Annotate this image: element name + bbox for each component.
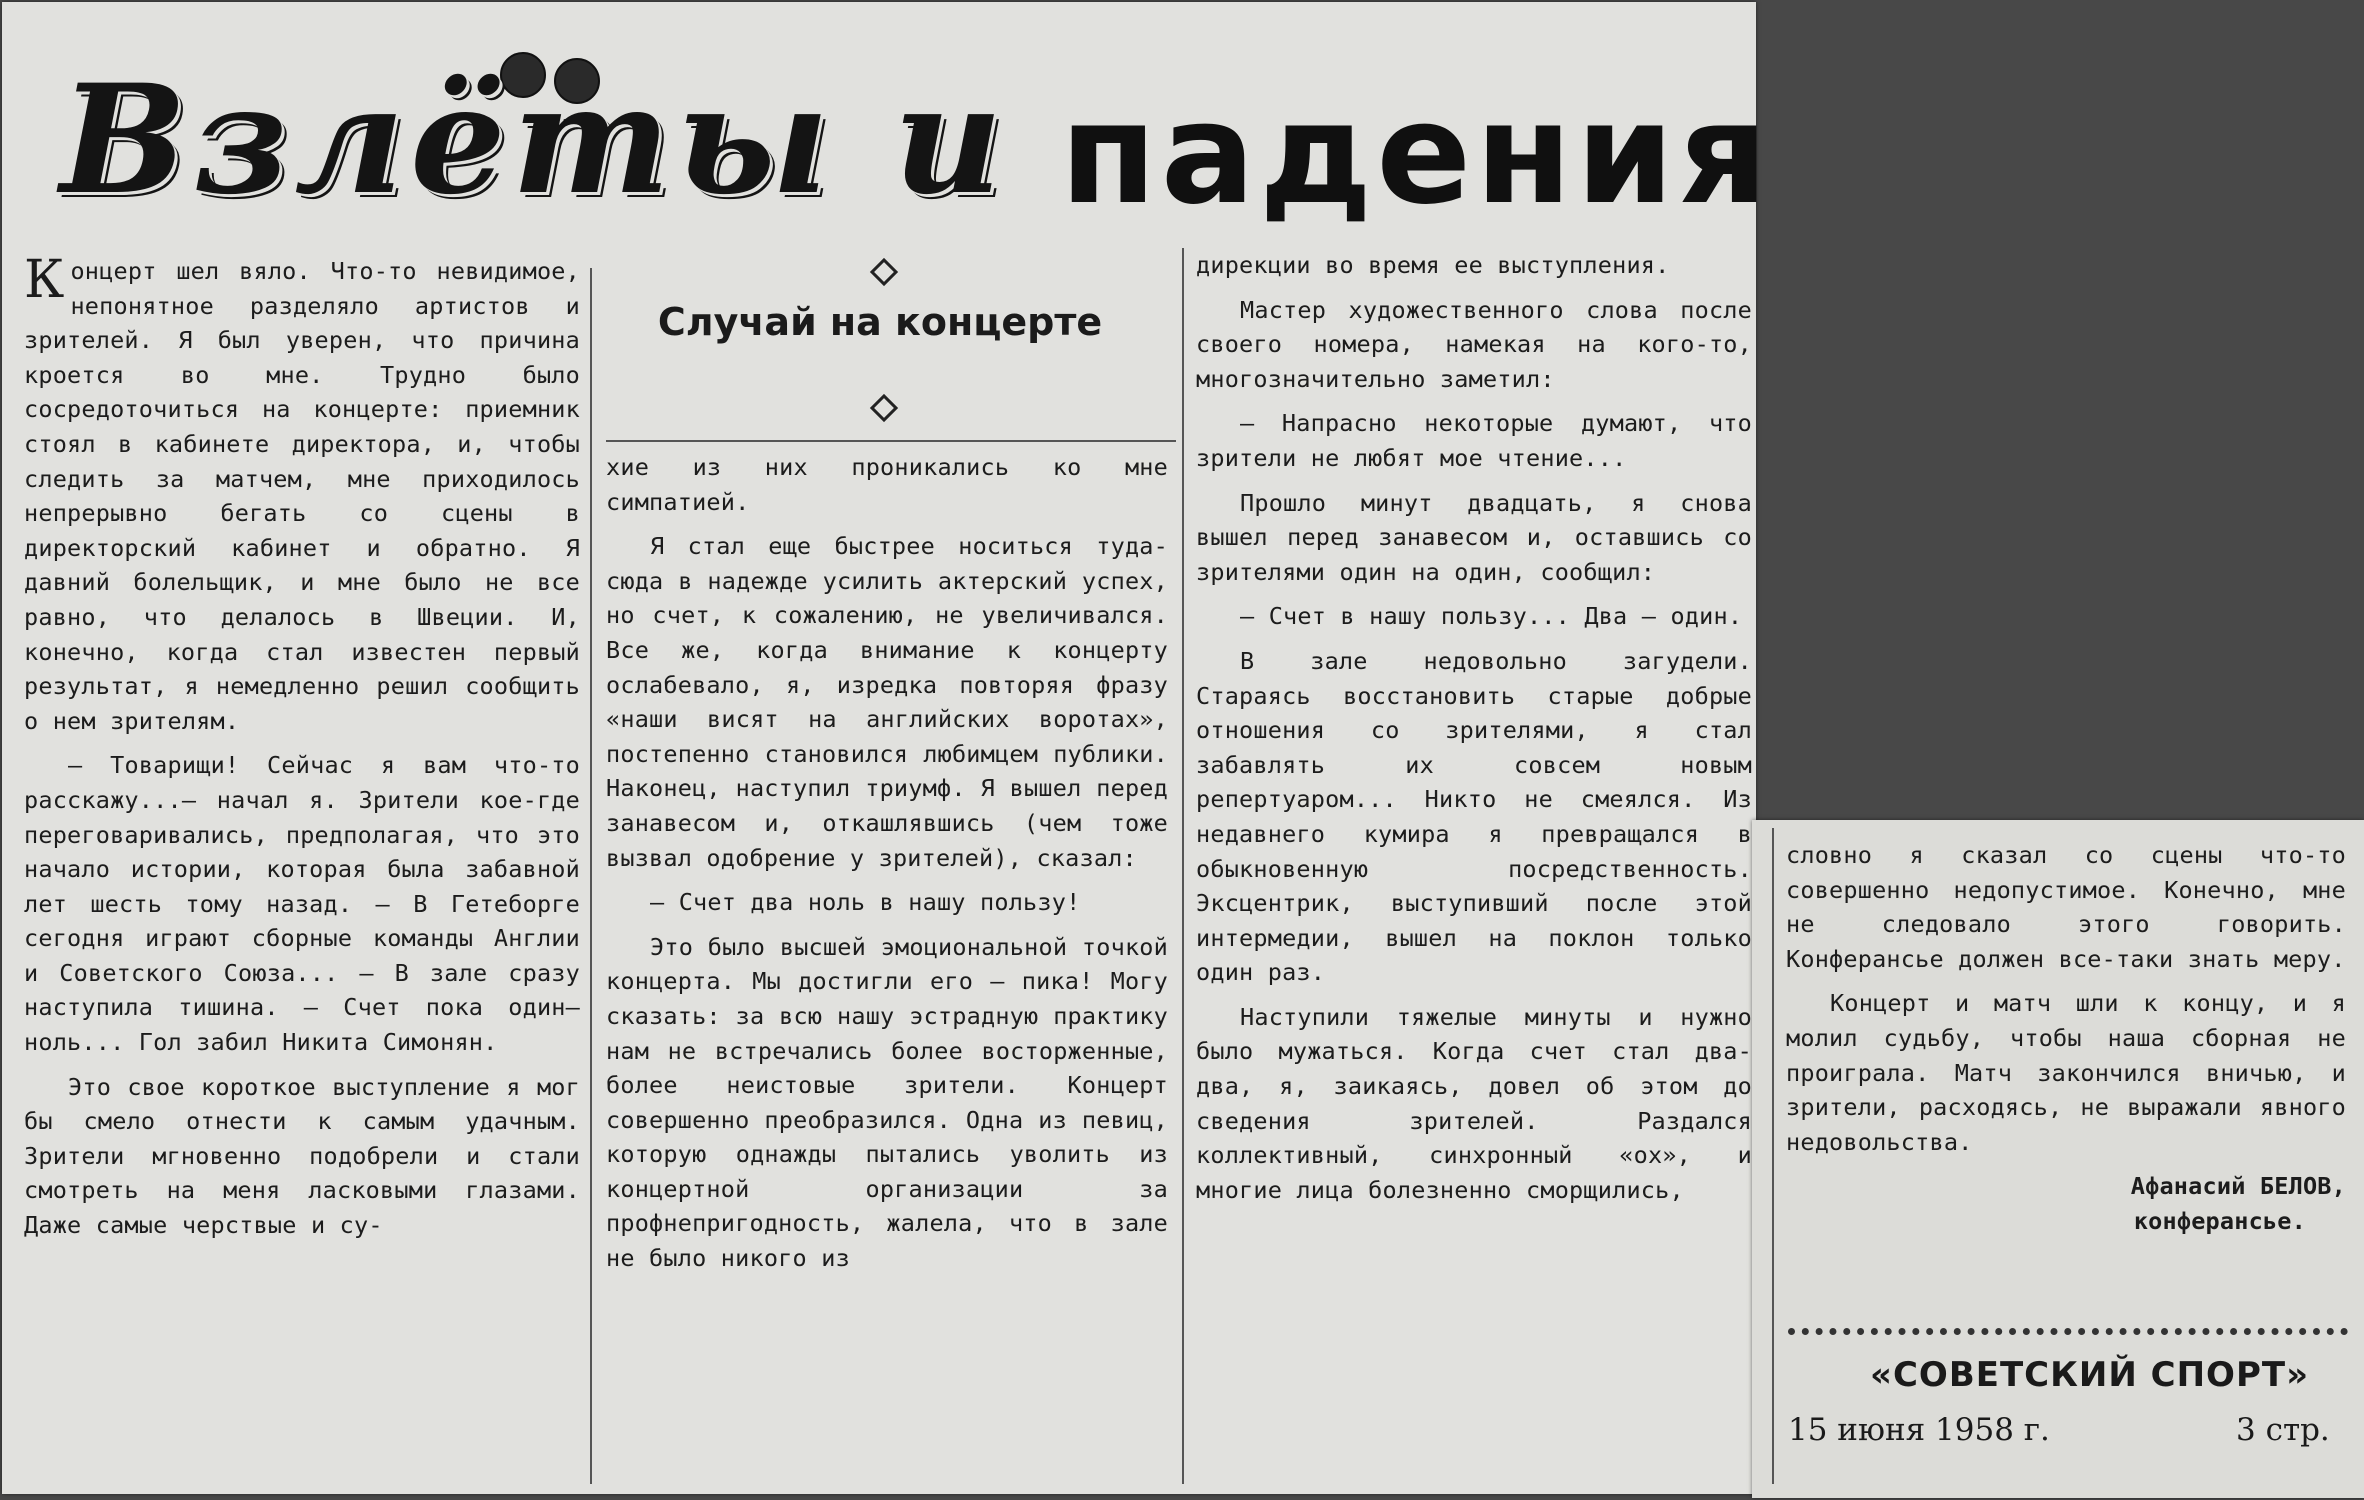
paragraph: хие из них проникались ко мне симпатией. [606, 453, 1168, 516]
signature [1786, 1169, 2346, 1238]
headline [60, 40, 1772, 250]
paragraph: Это свое короткое выступление я мог бы смело отнести к самым удачным. Зрители мгновенно подобрели и стали смотреть на меня ласковыми глазами. Даже самые черствые и су- [24, 1072, 580, 1240]
paragraph: — Товарищи! Сейчас я вам что-то расскажу...— начал я. Зрители кое-где переговаривались, предполагая, что это начало истории, которая была забавной лет шесть тому назад. — В Гетеборге сегодня играют сборные команды Англии и Советского Союза... — В зале сразу наступила тишина. — Счет пока один—ноль... Гол забил Никита Симонян. [24, 751, 580, 1057]
dotted-divider [1788, 1328, 2348, 1343]
paragraph: — Счет в нашу пользу... Два — один. [1240, 602, 1743, 631]
subheadline: Случай на концерте [657, 300, 1103, 344]
headline-line2: падения [1060, 73, 1772, 236]
source-name: «СОВЕТСКИЙ СПОРТ» [1870, 1355, 2310, 1395]
column-rule [1182, 248, 1184, 1484]
paragraph: Я стал еще быстрее носиться туда-сюда в надежде усилить актерский успех, но счет, к сожалению, не увеличивался. Все же, когда внимание к концерту ослабевало, я, изредка повторяя фразу «наши висят на английских воротах», постепенно становился любимцем публики. Наконец, наступил триумф. Я вышел перед занавесом и, откашлявшись (чем тоже вызвал одобрение у зрителей), сказал: [606, 532, 1168, 872]
headline-line1: Взлёты и [60, 52, 1009, 228]
article-column-2 [606, 450, 1168, 1286]
article-column-1 [24, 250, 580, 1253]
article-column-4 [1786, 838, 2346, 1239]
paragraph: Это было высшей эмоциональной точкой концерта. Мы достигли его — пика! Могу сказать: за всю нашу эстрадную практику нам не встречались более восторженные, более неистовые зрители. Концерт совершенно преобразился. Одна из певиц, которую однажды пытались уволить из концертной организации за профнепригодность, жалела, что в зале не было никого из [606, 932, 1168, 1273]
paragraph: В зале недовольно загудели. Стараясь восстановить старые добрые отношения со зрителями, я стал забавлять их совсем новым репертуаром... Никто не смеялся. Из недавнего кумира я превращался в обыкновенную посредственность. Эксцентрик, выступивший после этой интермедии, вышел на поклон только один раз. [1196, 646, 1752, 987]
author-name: Афанасий БЕЛОВ, [2130, 1172, 2346, 1201]
source-date: 15 июня 1958 г. [1788, 1412, 2050, 1448]
article-column-3 [1196, 248, 1752, 1217]
paragraph-text: онцерт шел вяло. Что-то невидимое, непонятное разделяло артистов и зрителей. Я был уверен, что причина кроется во мне. Трудно было сосредоточиться на концерте: приемник стоял в кабинете директора, и, чтобы следить за матчем, мне приходилось непрерывно бегать со сцены в директорский кабинет и обратно. Я давний болельщик, и мне было не все равно, что делалось в Швеции. И, конечно, когда стал известен первый результат, я немедленно решил сообщить о нем зрителям. [24, 257, 580, 735]
paragraph [24, 250, 580, 738]
paragraph: Концерт и матч шли к концу, и я молил судьбу, чтобы наша сборная не проиграла. Матч закончился вничью, и зрители, расходясь, не выражали явного недовольства. [1786, 989, 2346, 1156]
paragraph: Наступили тяжелые минуты и нужно было мужаться. Когда счет стал два-два, я, заикаясь, довел об этом до сведения зрителей. Раздался коллективный, синхронный «ох», и многие лица болезненно сморщились, [1196, 1002, 1752, 1204]
column-rule [590, 268, 592, 1484]
column-rule-horizontal [606, 440, 1176, 442]
paragraph: Мастер художественного слова после своего номера, намекая на кого-то, многозначительно заметил: [1196, 295, 1752, 393]
paragraph: — Напрасно некоторые думают, что зрители не любят мое чтение... [1196, 409, 1752, 472]
paragraph: Прошло минут двадцать, я снова вышел перед занавесом и, оставшись со зрителями один на один, сообщил: [1196, 488, 1752, 586]
column-rule [1772, 828, 1774, 1484]
source-page: 3 стр. [2236, 1412, 2330, 1448]
paragraph: — Счет два ноль в нашу пользу! [650, 888, 1081, 917]
paragraph: дирекции во время ее выступления. [1196, 251, 1670, 279]
author-role: конферансье. [2133, 1206, 2306, 1235]
paragraph: словно я сказал со сцены что-то совершенно недопустимое. Конечно, мне не следовало этого говорить. Конферансье должен все-таки знать меру. [1786, 841, 2346, 973]
drop-cap: К [24, 250, 65, 310]
